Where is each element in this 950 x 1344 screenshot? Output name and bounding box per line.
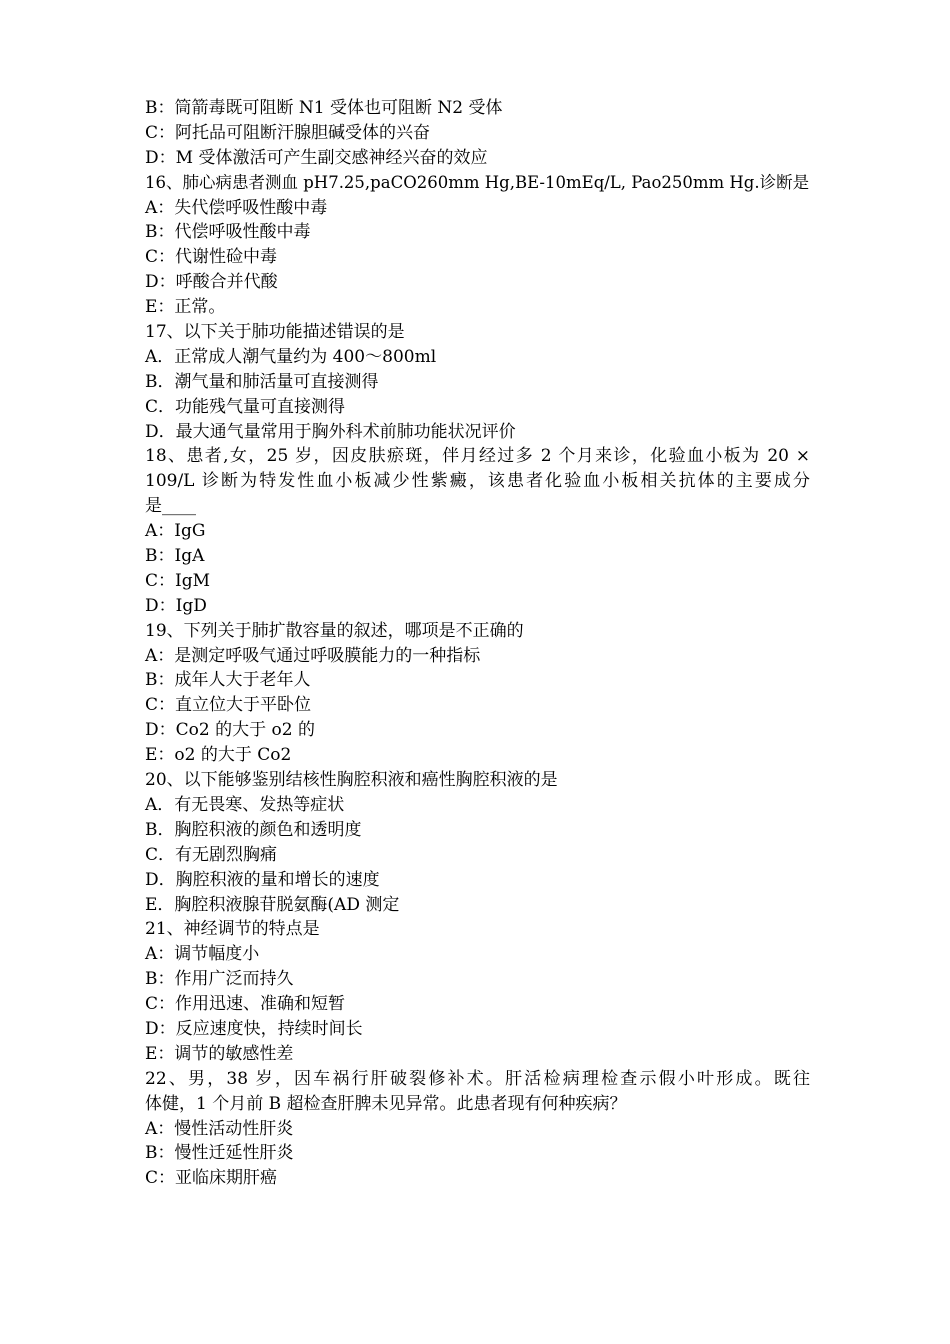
option-line: A：慢性活动性肝炎 — [145, 1118, 294, 1139]
option-line: B：IgA — [145, 546, 205, 567]
option-line: E．胸腔积液腺苷脱氨酶(AD 测定 — [145, 894, 400, 915]
option-line: D：IgD — [145, 595, 207, 616]
option-line: D：M 受体激活可产生副交感神经兴奋的效应 — [145, 147, 488, 168]
question-20: 20、以下能够鉴别结核性胸腔积液和癌性胸腔积液的是 — [145, 770, 558, 791]
option-line: C．有无剧烈胸痛 — [145, 844, 278, 865]
question-17: 17、以下关于肺功能描述错误的是 — [145, 322, 405, 343]
option-line: A：IgG — [145, 521, 206, 542]
option-line: A．有无畏寒、发热等症状 — [145, 794, 345, 815]
option-line: C：作用迅速、准确和短暂 — [145, 994, 346, 1015]
document-body — [145, 96, 810, 1191]
option-line: D：反应速度快，持续时间长 — [145, 1018, 363, 1039]
question-18-line-2: 109/L 诊断为特发性血小板减少性紫癜，该患者化验血小板相关抗体的主要成分 — [145, 471, 810, 492]
option-line: D：Co2 的大于 o2 的 — [145, 720, 315, 741]
option-line: C：IgM — [145, 570, 211, 591]
question-18-line-3: 是____ — [145, 496, 196, 517]
option-line: A：是测定呼吸气通过呼吸膜能力的一种指标 — [145, 645, 481, 666]
option-line: D．最大通气量常用于胸外科术前肺功能状况评价 — [145, 421, 516, 442]
option-line: B．胸腔积液的颜色和透明度 — [145, 819, 362, 840]
option-line: E：调节的敏感性差 — [145, 1043, 294, 1064]
option-line: B：慢性迁延性肝炎 — [145, 1143, 294, 1164]
question-22-line-1: 22、男，38 岁，因车祸行肝破裂修补术。肝活检病理检查示假小叶形成。既往 — [145, 1068, 810, 1089]
option-line: A：失代偿呼吸性酸中毒 — [145, 197, 328, 218]
option-line: B：筒箭毒既可阻断 N1 受体也可阻断 N2 受体 — [145, 98, 503, 118]
question-19: 19、下列关于肺扩散容量的叙述，哪项是不正确的 — [145, 620, 524, 641]
question-18-line-1: 18、患者,女，25 岁，因皮肤瘀斑，伴月经过多 2 个月来诊，化验血小板为 20 × — [145, 446, 810, 467]
option-line: C：阿托品可阻断汗腺胆碱受体的兴奋 — [145, 122, 431, 143]
option-line: B：代偿呼吸性酸中毒 — [145, 222, 311, 243]
option-line: B：成年人大于老年人 — [145, 670, 311, 691]
question-16: 16、肺心病患者测血 pH7.25,paCO260mm Hg,BE-10mEq/L, Pao250mm Hg.诊断是 — [145, 172, 810, 192]
option-line: E：正常。 — [145, 297, 226, 318]
question-22-line-2: 体健，1 个月前 B 超检查肝脾未见异常。此患者现有何种疾病？ — [145, 1093, 627, 1114]
option-line: B．潮气量和肺活量可直接测得 — [145, 371, 379, 392]
option-line: C：直立位大于平卧位 — [145, 695, 312, 716]
option-line: E：o2 的大于 Co2 — [145, 745, 292, 766]
option-line: A：调节幅度小 — [145, 944, 260, 965]
option-line: D．胸腔积液的量和增长的速度 — [145, 869, 380, 890]
option-line: C：代谢性硷中毒 — [145, 247, 278, 268]
option-line: A．正常成人潮气量约为 400～800ml — [145, 346, 437, 367]
option-line: C：亚临床期肝癌 — [145, 1168, 278, 1189]
question-21: 21、神经调节的特点是 — [145, 919, 320, 940]
option-line: B：作用广泛而持久 — [145, 969, 294, 990]
option-line: D：呼酸合并代酸 — [145, 272, 278, 293]
option-line: C．功能残气量可直接测得 — [145, 396, 346, 417]
